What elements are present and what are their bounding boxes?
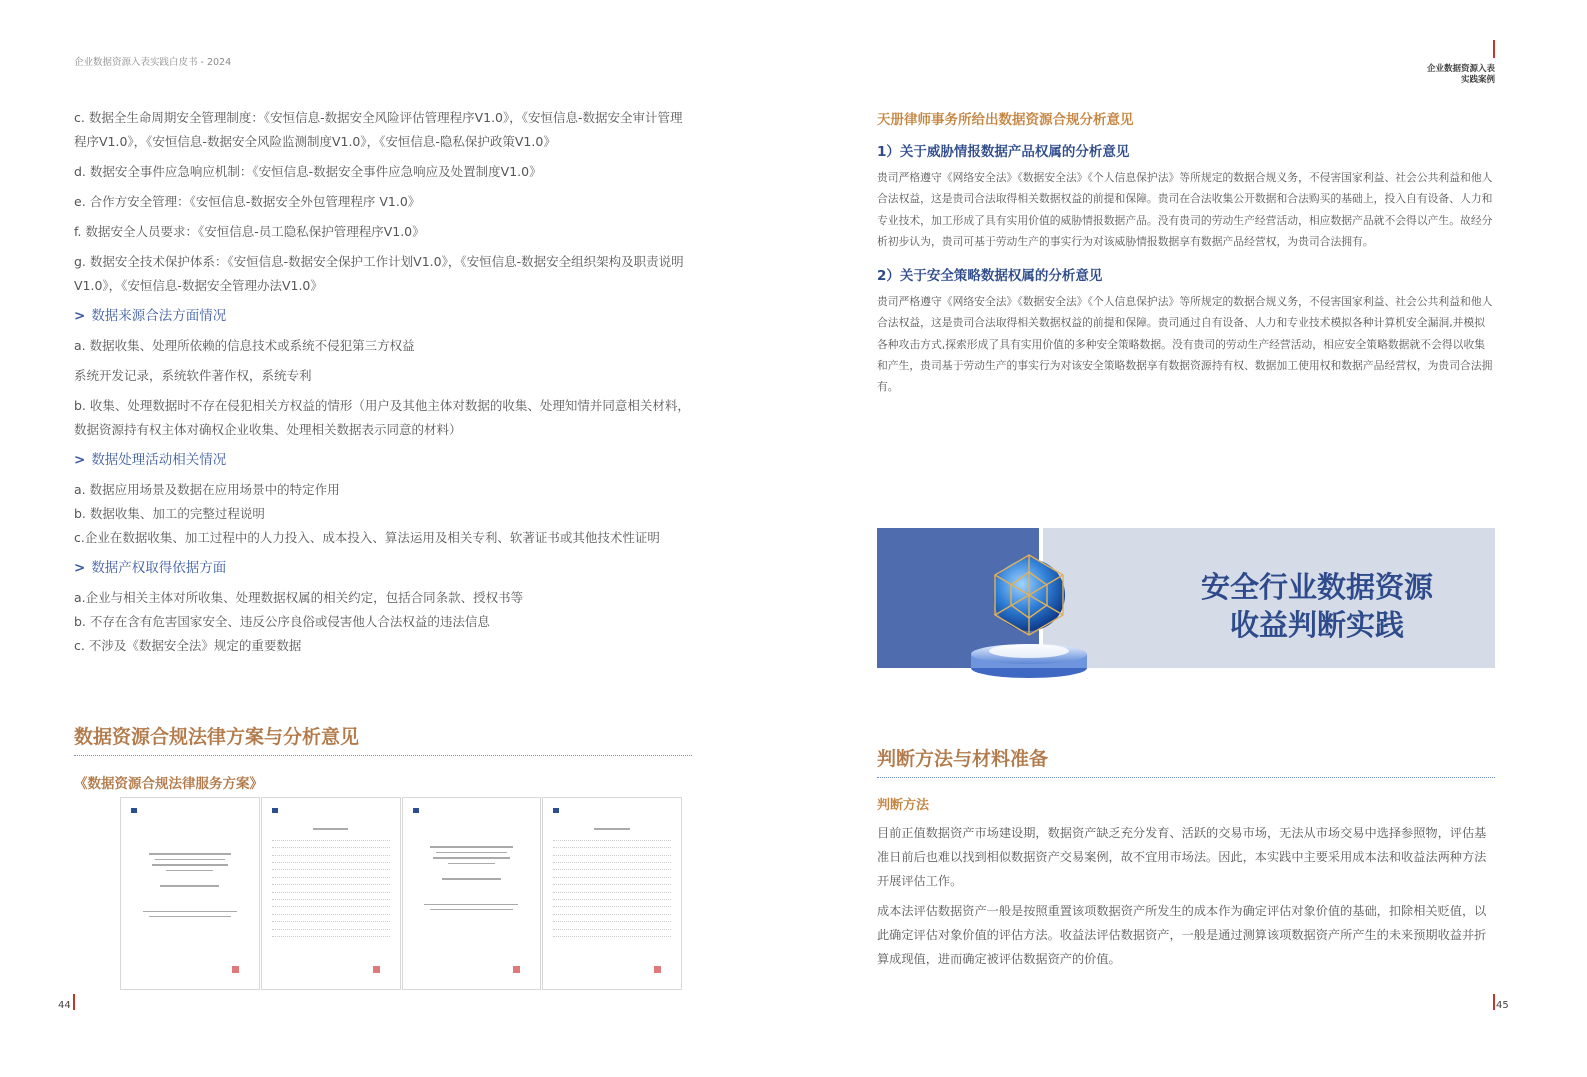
running-head: 企业数据资源入表实践白皮书 - 2024 bbox=[74, 57, 232, 68]
right-page bbox=[793, 0, 1587, 1077]
list-item: c. 数据全生命周期安全管理制度：《安恒信息-数据安全风险评估管理程序V1.0》，《安恒信息-数据安全审计管理程序V1.0》，《安恒信息-数据安全风险监测制度V1.0》，《安恒信息-隐私保护政策V1.0》 bbox=[74, 110, 683, 149]
document-thumbnails bbox=[120, 797, 683, 990]
analysis-title: 天册律师事务所给出数据资源合规分析意见 bbox=[877, 112, 1134, 128]
page-number-rule bbox=[73, 994, 75, 1010]
stamp-icon bbox=[373, 966, 380, 973]
banner-title-line: 安全行业数据资源 bbox=[1200, 570, 1433, 604]
list-item: b. 不存在含有危害国家安全、违反公序良俗或侵害他人合法权益的违法信息 bbox=[74, 614, 490, 629]
globe-icon bbox=[969, 550, 1089, 680]
banner-title bbox=[1137, 568, 1497, 644]
section-title: 判断方法与材料准备 bbox=[877, 744, 1495, 778]
processing-heading: > 数据处理活动相关情况 bbox=[74, 452, 227, 468]
running-head-line: 企业数据资源入表 bbox=[1426, 64, 1495, 74]
paragraph: 成本法评估数据资产一般是按照重置该项数据资产所发生的成本作为确定评估对象价值的基础，扣除相关贬值，以此确定评估对象价值的评估方法。收益法评估数据资产，一般是通过测算该项数据资产所产生的未来预期收益并折算成现值，进而确定被评估数据资产的价值。 bbox=[877, 904, 1487, 966]
list-item: a. 数据应用场景及数据在应用场景中的特定作用 bbox=[74, 482, 340, 497]
page-number: 45 bbox=[1496, 1000, 1509, 1011]
list-item: f. 数据安全人员要求：《安恒信息-员工隐私保护管理程序V1.0》 bbox=[74, 224, 425, 239]
doc-caption: 《数据资源合规法律服务方案》 bbox=[74, 776, 263, 792]
running-head-line: 实践案例 bbox=[1460, 75, 1495, 85]
document-thumbnail bbox=[542, 797, 682, 990]
chevron-right-icon: > bbox=[74, 452, 86, 468]
paragraph: 贵司严格遵守《网络安全法》《数据安全法》《个人信息保护法》等所规定的数据合规义务，不侵害国家利益、社会公共利益和他人合法权益，这是贵司合法取得相关数据权益的前提和保障。贵司在合法收集公开数据和合法购买的基础上，投入自有设备、人力和专业技术，加工形成了具有实用价值的威胁情报数据产品。没有贵司的劳动生产经营活动，相应数据产品就不会得以产生。故经分析初步认为，贵司可基于劳动生产的事实行为对该威胁情报数据享有数据产品经营权，为贵司合法拥有。 bbox=[877, 171, 1493, 248]
stamp-icon bbox=[232, 966, 239, 973]
stamp-icon bbox=[513, 966, 520, 973]
running-head bbox=[1427, 64, 1495, 86]
stamp-icon bbox=[654, 966, 661, 973]
section-title: 数据资源合规法律方案与分析意见 bbox=[74, 722, 692, 756]
list-item: b. 数据收集、加工的完整过程说明 bbox=[74, 506, 265, 521]
list-item: b. 收集、处理数据时不存在侵犯相关方权益的情形（用户及其他主体对数据的收集、处理知情并同意相关材料，数据资源持有权主体对确权企业收集、处理相关数据表示同意的材料） bbox=[74, 398, 690, 437]
section-banner bbox=[877, 528, 1495, 668]
list-item: 系统开发记录，系统软件著作权，系统专利 bbox=[74, 368, 312, 383]
page-number: 44 bbox=[58, 1000, 71, 1011]
running-head-rule bbox=[1493, 40, 1495, 58]
list-item: a. 数据收集、处理所依赖的信息技术或系统不侵犯第三方权益 bbox=[74, 338, 415, 353]
page-number-rule bbox=[1493, 994, 1495, 1010]
list-item: a.企业与相关主体对所收集、处理数据权属的相关约定，包括合同条款、授权书等 bbox=[74, 590, 524, 605]
method-heading: 判断方法 bbox=[877, 798, 930, 813]
list-item: d. 数据安全事件应急响应机制：《安恒信息-数据安全事件应急响应及处置制度V1.0》 bbox=[74, 164, 542, 179]
list-item: c. 不涉及《数据安全法》规定的重要数据 bbox=[74, 638, 302, 653]
banner-title-line: 收益判断实践 bbox=[1229, 608, 1404, 642]
paragraph: 目前正值数据资产市场建设期，数据资产缺乏充分发育、活跃的交易市场，无法从市场交易中选择参照物，评估基准日前后也难以找到相似数据资产交易案例，故不宜用市场法。因此，本实践中主要采用成本法和收益法两种方法开展评估工作。 bbox=[877, 826, 1487, 888]
source-legality-heading: > 数据来源合法方面情况 bbox=[74, 308, 227, 324]
list-item: c.企业在数据收集、加工过程中的人力投入、成本投入、算法运用及相关专利、软著证书或其他技术性证明 bbox=[74, 530, 660, 545]
document-thumbnail bbox=[261, 797, 401, 990]
chevron-right-icon: > bbox=[74, 560, 86, 576]
document-thumbnail bbox=[120, 797, 260, 990]
paragraph: 贵司严格遵守《网络安全法》《数据安全法》《个人信息保护法》等所规定的数据合规义务，不侵害国家利益、社会公共利益和他人合法权益，这是贵司合法取得相关数据权益的前提和保障。贵司通过自有设备、人力和专业技术模拟各种计算机安全漏洞,并模拟各种攻击方式,探索形成了具有实用价值的多种安全策略数据。没有贵司的劳动生产经营活动，相应安全策略数据就不会得以收集和产生，贵司基于劳动生产的事实行为对该安全策略数据享有数据资源持有权、数据加工使用权和数据产品经营权，为贵司合法拥有。 bbox=[877, 295, 1493, 394]
list-item: e. 合作方安全管理：《安恒信息-数据安全外包管理程序 V1.0》 bbox=[74, 194, 421, 209]
list-item: g. 数据安全技术保护体系：《安恒信息-数据安全保护工作计划V1.0》，《安恒信息-数据安全组织架构及职责说明V1.0》，《安恒信息-数据安全管理办法V1.0》 bbox=[74, 254, 684, 293]
left-body bbox=[74, 106, 694, 658]
sub-heading: 2）关于安全策略数据权属的分析意见 bbox=[877, 268, 1103, 284]
chevron-right-icon: > bbox=[74, 308, 86, 324]
sub-heading: 1）关于威胁情报数据产品权属的分析意见 bbox=[877, 144, 1130, 160]
document-thumbnail bbox=[402, 797, 542, 990]
property-rights-heading: > 数据产权取得依据方面 bbox=[74, 560, 227, 576]
left-page bbox=[0, 0, 793, 1077]
